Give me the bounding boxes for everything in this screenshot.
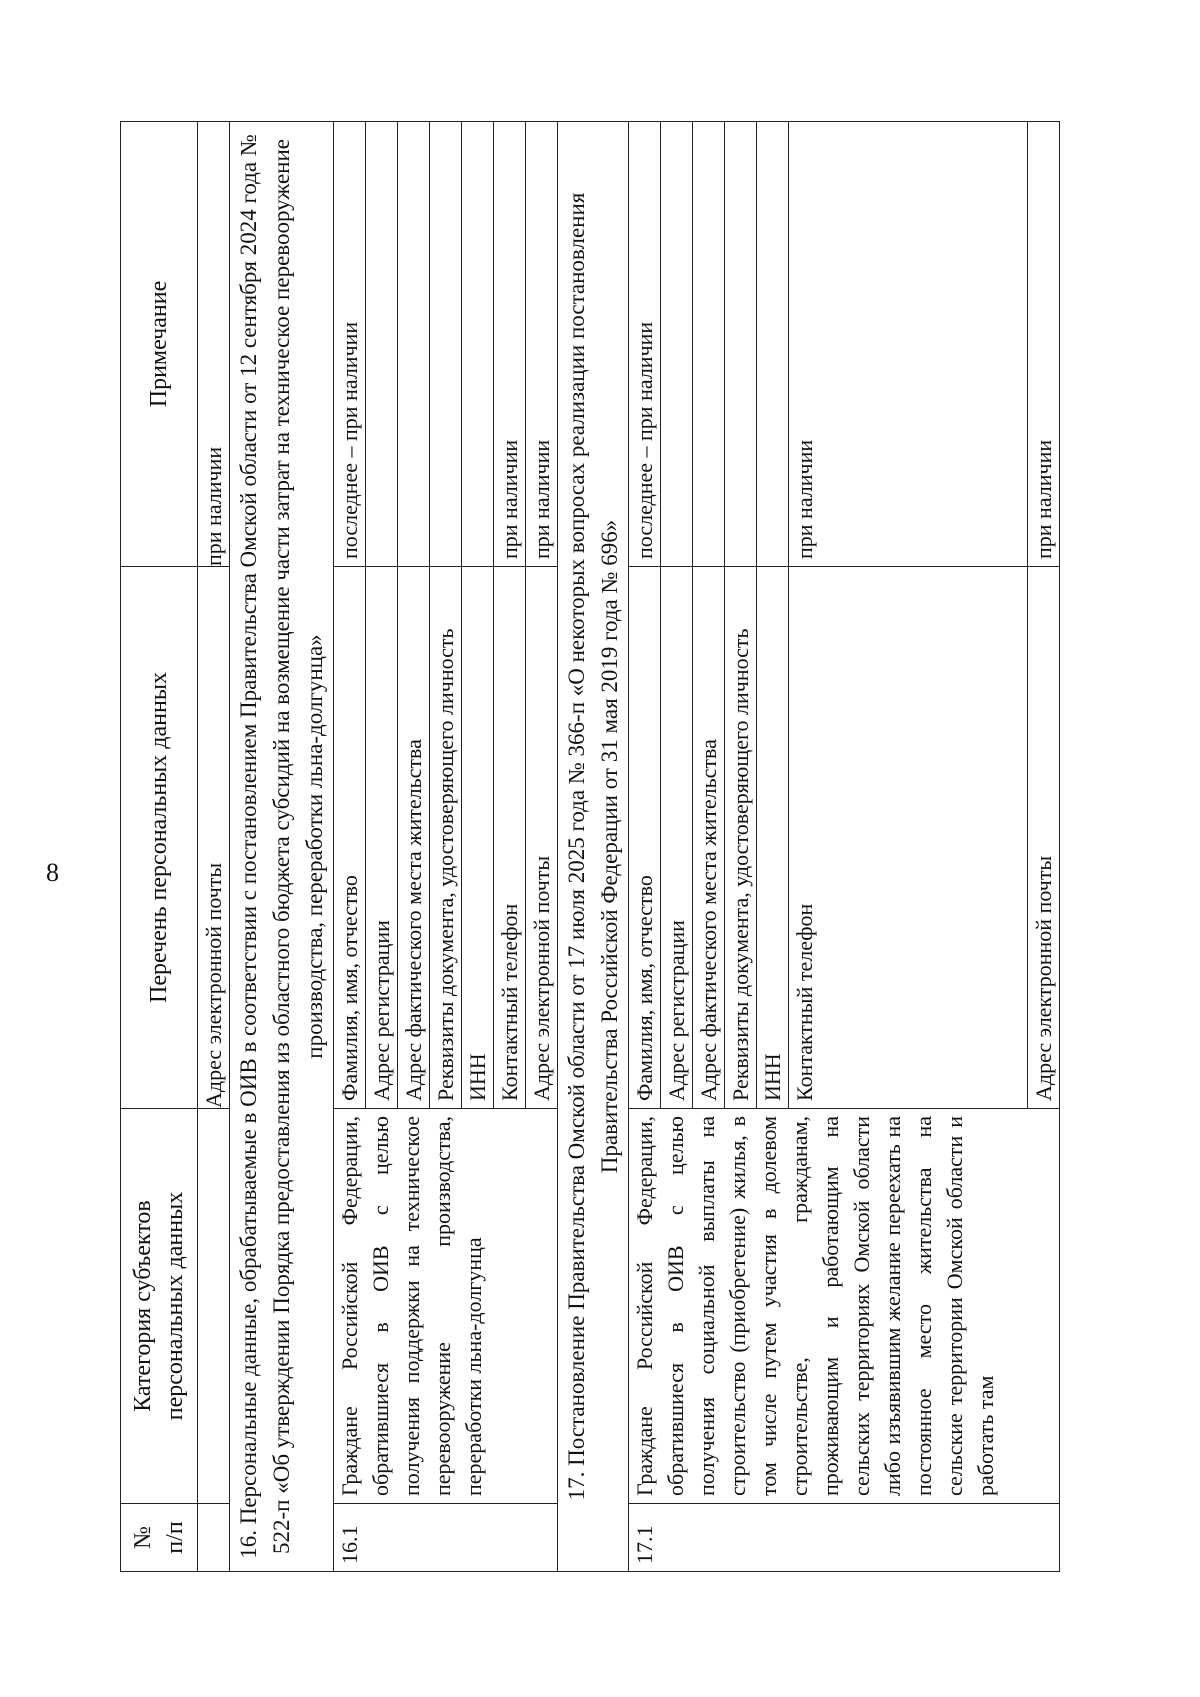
cell-note: при наличии <box>198 122 230 567</box>
personal-data-table <box>120 121 1060 1572</box>
header-num: № п/п <box>121 1504 198 1572</box>
cell-note: при наличии <box>1028 122 1060 567</box>
header-list: Перечень персональных данных <box>121 567 198 1109</box>
section-16-title: 16. Персональные данные, обрабатываемые в ОИВ в соответствии с постановлением Правительства Омской области от 12 сентября 2024 года № 522-п «Об утверждении Порядка предоставления из областного бюджета субсидий на возмещение части затрат на техническое перевооружение производства, переработки льна-долгунца» <box>230 122 334 1572</box>
table-row <box>334 122 366 1572</box>
cell-note <box>430 122 462 567</box>
cell-item: Контактный телефон <box>494 567 526 1109</box>
cell-item: Адрес электронной почты <box>1028 567 1060 1109</box>
cell-category <box>198 1109 230 1504</box>
cell-item: Адрес регистрации <box>366 567 398 1109</box>
section-17-title-row <box>558 122 629 1572</box>
section-17-num: 17.1 <box>629 1504 1060 1572</box>
page-number: 8 <box>46 858 59 887</box>
cell-item: Фамилия, имя, отчество <box>334 567 366 1109</box>
cell-item: Реквизиты документа, удостоверяющего личность <box>725 567 757 1109</box>
cell-item: Фамилия, имя, отчество <box>629 567 661 1109</box>
cell-note <box>693 122 725 567</box>
cell-note: при наличии <box>789 122 1028 567</box>
cell-note: последнее – при наличии <box>629 122 661 567</box>
cell-num <box>198 1504 230 1572</box>
cell-item: Адрес электронной почты <box>526 567 558 1109</box>
cell-note <box>398 122 430 567</box>
section-17-title: 17. Постановление Правительства Омской области от 17 июля 2025 года № 366-п «О некоторых вопросах реализации постановления Правительства Российской Федерации от 31 мая 2019 года № 696» <box>558 122 629 1572</box>
rotated-table-page <box>120 122 1080 1572</box>
table-row <box>198 122 230 1572</box>
section-17-category: Граждане Российской Федерации, обратившиеся в ОИВ с целью получения социальной выплаты на строительство (приобретение) жилья, в том числе путем участия в долевом строительстве, гражданам, проживающим и работающим на сельских территориях Омской области либо изъявившим желание переехать на постоянное место жительства на сельские территории Омской области и работать там <box>629 1109 1060 1504</box>
cell-item: ИНН <box>757 567 789 1109</box>
table-row <box>629 122 661 1572</box>
cell-note <box>661 122 693 567</box>
header-category: Категория субъектов персональных данных <box>121 1109 198 1504</box>
cell-note: при наличии <box>526 122 558 567</box>
cell-item: Адрес регистрации <box>661 567 693 1109</box>
cell-note <box>366 122 398 567</box>
cell-item: Адрес фактического места жительства <box>398 567 430 1109</box>
cell-note: при наличии <box>494 122 526 567</box>
section-16-title-row <box>230 122 334 1572</box>
cell-item: Контактный телефон <box>789 567 1028 1109</box>
table-header-row <box>121 122 198 1572</box>
section-16-num: 16.1 <box>334 1504 558 1572</box>
cell-note <box>757 122 789 567</box>
cell-item: Адрес фактического места жительства <box>693 567 725 1109</box>
cell-item: Адрес электронной почты <box>198 567 230 1109</box>
cell-note: последнее – при наличии <box>334 122 366 567</box>
header-note: Примечание <box>121 122 198 567</box>
cell-note <box>725 122 757 567</box>
cell-note <box>462 122 494 567</box>
cell-item: Реквизиты документа, удостоверяющего личность <box>430 567 462 1109</box>
cell-item: ИНН <box>462 567 494 1109</box>
section-16-category: Граждане Российской Федерации, обратившиеся в ОИВ с целью получения поддержки на техническое перевооружение производства, переработки льна-долгунца <box>334 1109 558 1504</box>
